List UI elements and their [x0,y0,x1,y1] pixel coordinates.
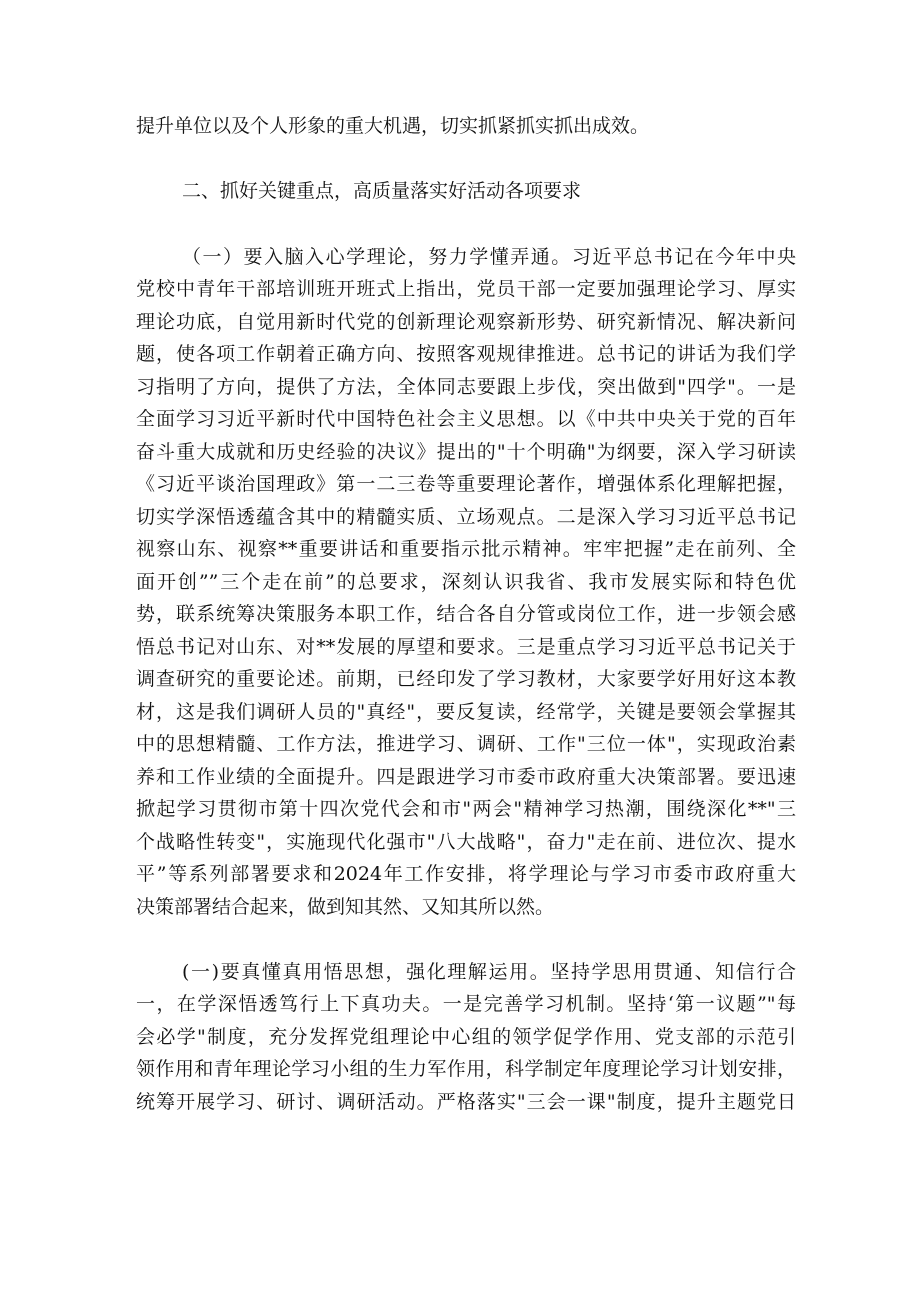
paragraph-line: 领作用和青年理论学习小组的生力军作用，科学制定年度理论学习计划安排， [136,1058,796,1080]
paragraph-line: 习指明了方向，提供了方法，全体同志要跟上步伐，突出做到"四学"。一是 [136,376,796,398]
paragraph-line: 平”等系列部署要求和2024年工作安排，将学理论与学习市委市政府重大 [136,863,796,885]
paragraph-line: 全面学习习近平新时代中国特色社会主义思想。以《中共中央关于党的百年 [136,408,796,430]
paragraph-line: 理论功底，自觉用新时代党的创新理论观察新形势、研究新情况、解决新问 [136,311,796,333]
paragraph-line: 调查研究的重要论述。前期，已经印发了学习教材，大家要学好用好这本教 [136,668,796,690]
paragraph-line: 题，使各项工作朝着正确方向、按照客观规律推进。总书记的讲话为我们学 [136,343,796,365]
paragraph-line: 《习近平谈治国理政》第一二三卷等重要理论著作，增强体系化理解把握， [136,473,796,495]
paragraph-line: (一)要真懂真用悟思想，强化理解运用。坚持学思用贯通、知信行合 [182,961,796,983]
paragraph-line: 党校中青年干部培训班开班式上指出，党员干部一定要加强理论学习、厚实 [136,278,796,300]
paragraph-line: （一）要入脑入心学理论，努力学懂弄通。习近平总书记在今年中央 [182,246,796,268]
paragraph-line: 切实学深悟透蕴含其中的精髓实质、立场观点。二是深入学习习近平总书记 [136,506,796,528]
paragraph-line: 面开创””三个走在前”的总要求，深刻认识我省、我市发展实际和特色优 [136,571,796,593]
paragraph-line: 会必学"制度，充分发挥党组理论中心组的领学促学作用、党支部的示范引 [136,1026,796,1048]
section-heading: 二、抓好关键重点，高质量落实好活动各项要求 [182,180,582,202]
paragraph-line: 个战略性转变"，实施现代化强市"八大战略"，奋力"走在前、进位次、提水 [136,831,796,853]
paragraph-line: 势，联系统筹决策服务本职工作，结合各自分管或岗位工作，进一步领会感 [136,603,796,625]
paragraph-line: 掀起学习贯彻市第十四次党代会和市"两会"精神学习热潮，围绕深化**"三 [136,798,796,820]
paragraph-line: 养和工作业绩的全面提升。四是跟进学习市委市政府重大决策部署。要迅速 [136,766,796,788]
paragraph-line: 提升单位以及个人形象的重大机遇，切实抓紧抓实抓出成效。 [136,115,650,137]
paragraph-line: 统筹开展学习、研讨、调研活动。严格落实"三会一课"制度，提升主题党日 [136,1091,796,1113]
paragraph-line: 中的思想精髓、工作方法，推进学习、调研、工作"三位一体"，实现政治素 [136,733,796,755]
paragraph-line: 决策部署结合起来，做到知其然、又知其所以然。 [136,896,555,918]
paragraph-line: 材，这是我们调研人员的"真经"，要反复读，经常学，关键是要领会掌握其 [136,701,796,723]
paragraph-line: 奋斗重大成就和历史经验的决议》提出的"十个明确"为纲要，深入学习研读 [136,441,796,463]
paragraph-line: 视察山东、视察**重要讲话和重要指示批示精神。牢牢把握”走在前列、全 [136,538,796,560]
paragraph-line: 悟总书记对山东、对**发展的厚望和要求。三是重点学习习近平总书记关于 [136,636,796,658]
paragraph-line: 一，在学深悟透笃行上下真功夫。一是完善学习机制。坚持‘第一议题”"每 [136,993,796,1015]
